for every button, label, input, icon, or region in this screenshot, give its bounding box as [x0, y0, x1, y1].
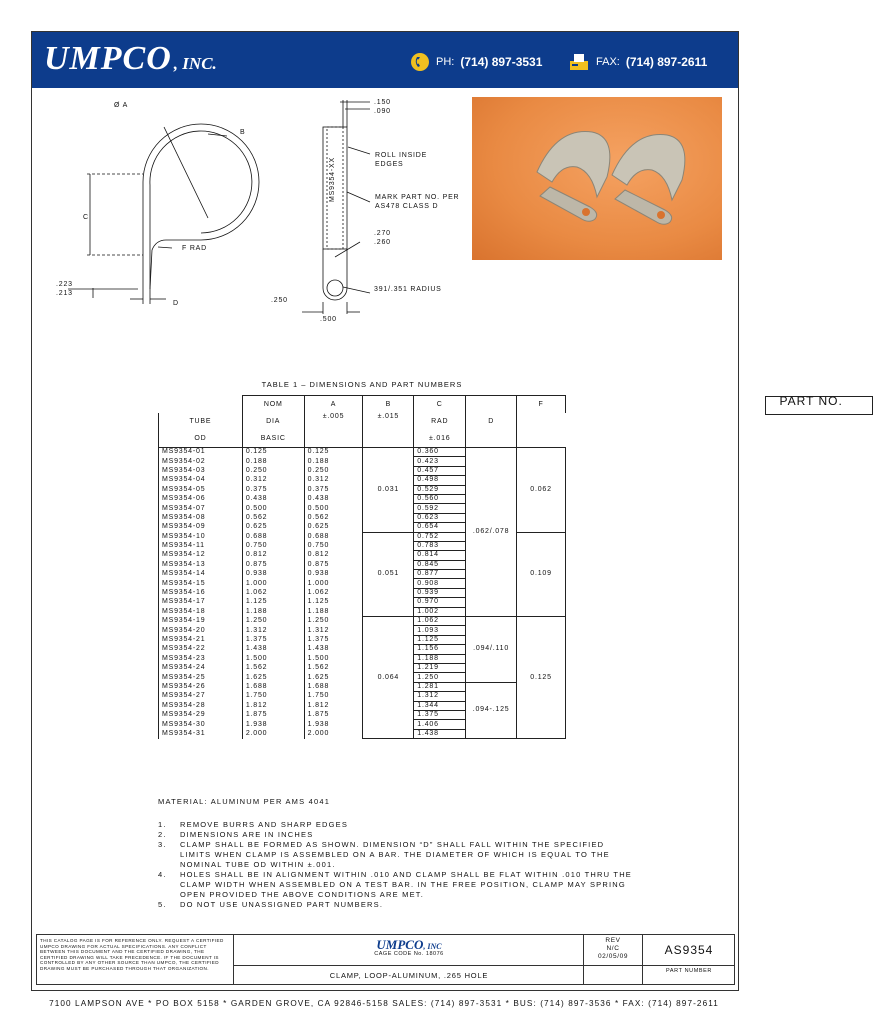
note-line: DO NOT USE UNASSIGNED PART NUMBERS.: [180, 900, 384, 909]
cell-c: 1.219: [414, 663, 466, 672]
cell-a-dia: 1.562: [304, 663, 363, 672]
cell-b-group: 0.031: [363, 448, 414, 533]
cell-c: 0.845: [414, 560, 466, 569]
cell-c: 1.375: [414, 710, 466, 719]
clamp-drawing: [40, 92, 470, 332]
company-address: 7100 LAMPSON AVE * PO BOX 5158 * GARDEN GROVE, CA 92846-5158 SALES: (714) 897-3531 * BUS: (714) 897-3536 * FAX: (714) 897-2611: [49, 999, 719, 1008]
cell-c: 0.498: [414, 476, 466, 485]
header-b-2: ±.005: [304, 413, 363, 448]
cell-a-dia: 0.625: [304, 523, 363, 532]
cell-c: 1.312: [414, 692, 466, 701]
cell-a-dia: 0.750: [304, 541, 363, 550]
cell-a-dia: 1.000: [304, 579, 363, 588]
header-part-no: PART NO.: [765, 396, 873, 415]
part-mark-label: MS9354-XX: [329, 157, 336, 202]
cell-part-no: MS9354-22: [159, 645, 243, 654]
cell-c: 0.423: [414, 457, 466, 466]
table-row: [159, 448, 566, 457]
dim-223: .223: [56, 281, 73, 288]
dim-c: C: [83, 214, 89, 221]
part-number: AS9354: [664, 943, 714, 957]
cell-nom-od: 0.812: [242, 551, 304, 560]
dim-260: .260: [374, 239, 391, 246]
header-nom-1: NOM: [242, 396, 304, 414]
cell-nom-od: 1.625: [242, 673, 304, 682]
cell-nom-od: 1.875: [242, 710, 304, 719]
cell-a-dia: 1.375: [304, 635, 363, 644]
cell-part-no: MS9354-11: [159, 541, 243, 550]
cell-a-dia: 1.125: [304, 598, 363, 607]
cell-f-group: 0.109: [517, 532, 566, 617]
cell-c: 1.438: [414, 729, 466, 738]
cell-a-dia: 0.250: [304, 466, 363, 475]
cell-part-no: MS9354-08: [159, 513, 243, 522]
cell-a-dia: 1.625: [304, 673, 363, 682]
cell-part-no: MS9354-06: [159, 494, 243, 503]
cell-c: 1.156: [414, 645, 466, 654]
note-text: [180, 870, 632, 900]
note-line: CLAMP SHALL BE FORMED AS SHOWN. DIMENSION “D” SHALL FALL WITHIN THE SPECIFIED: [180, 840, 605, 849]
cell-nom-od: 0.938: [242, 570, 304, 579]
header-c-2: ±.015: [363, 413, 414, 448]
dim-f-rad: F RAD: [182, 245, 207, 252]
cell-part-no: MS9354-19: [159, 617, 243, 626]
cell-f-group: 0.125: [517, 617, 566, 739]
cell-part-no: MS9354-17: [159, 598, 243, 607]
note-item: [158, 900, 632, 910]
note-text: [180, 900, 383, 910]
cell-a-dia: 1.688: [304, 682, 363, 691]
cell-nom-od: 1.500: [242, 654, 304, 663]
cell-nom-od: 0.312: [242, 476, 304, 485]
cell-part-no: MS9354-24: [159, 663, 243, 672]
note-line: OPEN PROVIDED THE ABOVE CONDITIONS ARE MET.: [180, 890, 424, 899]
cell-c: 0.560: [414, 494, 466, 503]
note-text: [180, 840, 610, 870]
cell-c: 0.970: [414, 598, 466, 607]
dimensions-table: [158, 393, 843, 739]
header-f-2: RAD: [414, 413, 466, 430]
product-photo: [472, 97, 722, 260]
cell-part-no: MS9354-09: [159, 523, 243, 532]
note-roll-inside-1: ROLL INSIDE: [375, 152, 428, 159]
cell-nom-od: 1.250: [242, 617, 304, 626]
note-item: [158, 870, 632, 900]
cell-nom-od: 1.188: [242, 607, 304, 616]
cell-nom-od: 1.688: [242, 682, 304, 691]
note-line: NOMINAL TUBE OD WITHIN ±.001.: [180, 860, 336, 869]
cell-part-no: MS9354-18: [159, 607, 243, 616]
cell-nom-od: 0.750: [242, 541, 304, 550]
part-number-label: PART NUMBER: [643, 965, 735, 985]
cell-nom-od: 0.375: [242, 485, 304, 494]
material-note: MATERIAL: ALUMINUM PER AMS 4041: [158, 797, 331, 806]
revision-empty: [583, 965, 643, 984]
note-mark-2: AS478 CLASS D: [375, 203, 439, 210]
cell-c: 0.908: [414, 579, 466, 588]
header-a-1: A: [304, 396, 363, 414]
cell-nom-od: 1.938: [242, 720, 304, 729]
dim-500: .500: [320, 316, 337, 323]
note-line: REMOVE BURRS AND SHARP EDGES: [180, 820, 349, 829]
cell-nom-od: 0.188: [242, 457, 304, 466]
note-line: CLAMP WIDTH WHEN ASSEMBLED ON A TEST BAR. IN THE FREE POSITION, CLAMP MAY SPRING: [180, 880, 626, 889]
dim-150: .150: [374, 99, 391, 106]
header-d: D: [466, 396, 517, 448]
note-line: HOLES SHALL BE IN ALIGNMENT WITHIN .010 AND CLAMP SHALL BE FLAT WITHIN .010 THRU THE: [180, 870, 633, 879]
cell-part-no: MS9354-10: [159, 532, 243, 541]
cell-c: 1.125: [414, 635, 466, 644]
company-logo: UMPCO , INC.: [44, 40, 217, 77]
phone-icon: [410, 52, 430, 72]
cell-part-no: MS9354-16: [159, 588, 243, 597]
header-c-1: C: [414, 396, 466, 414]
cell-a-dia: 0.812: [304, 551, 363, 560]
phone-contact: PH: (714) 897-3531: [410, 52, 542, 72]
revision-block: [583, 935, 643, 965]
cell-a-dia: 1.500: [304, 654, 363, 663]
note-line: LIMITS WHEN CLAMP IS ASSEMBLED ON A BAR. THE DIAMETER OF WHICH IS EQUAL TO THE: [180, 850, 610, 859]
note-roll-inside-2: EDGES: [375, 161, 404, 168]
cell-c: 1.406: [414, 720, 466, 729]
table-body: [159, 448, 566, 739]
note-item: [158, 840, 632, 870]
cell-part-no: MS9354-07: [159, 504, 243, 513]
table-row: [159, 617, 566, 626]
note-text: [180, 830, 313, 840]
cell-a-dia: 1.250: [304, 617, 363, 626]
cell-c: 1.093: [414, 626, 466, 635]
dim-270: .270: [374, 230, 391, 237]
title-block-center: [233, 935, 584, 984]
cell-f-group: 0.062: [517, 448, 566, 533]
note-text: [180, 820, 348, 830]
dim-090: .090: [374, 108, 391, 115]
cell-c: 0.654: [414, 523, 466, 532]
cell-nom-od: 0.625: [242, 523, 304, 532]
part-description: CLAMP, LOOP-ALUMINUM, .265 HOLE: [234, 965, 584, 985]
cell-c: 0.592: [414, 504, 466, 513]
cell-c: 1.002: [414, 607, 466, 616]
cell-nom-od: 1.750: [242, 692, 304, 701]
cell-part-no: MS9354-25: [159, 673, 243, 682]
cell-a-dia: 1.312: [304, 626, 363, 635]
cell-a-dia: 0.688: [304, 532, 363, 541]
cell-a-dia: 1.875: [304, 710, 363, 719]
cell-part-no: MS9354-31: [159, 729, 243, 738]
cell-a-dia: 0.188: [304, 457, 363, 466]
header-f-1: F: [517, 396, 566, 414]
cell-part-no: MS9354-23: [159, 654, 243, 663]
note-mark-1: MARK PART NO. PER: [375, 194, 460, 201]
cell-nom-od: 1.562: [242, 663, 304, 672]
dim-radius: 391/.351 RADIUS: [374, 286, 442, 293]
cell-part-no: MS9354-02: [159, 457, 243, 466]
cell-c: 1.188: [414, 654, 466, 663]
cell-nom-od: 0.562: [242, 513, 304, 522]
dim-250: .250: [271, 297, 288, 304]
cell-c: 0.457: [414, 466, 466, 475]
header-f-3: ±.016: [414, 430, 466, 448]
notes-section: [158, 797, 632, 910]
cell-nom-od: 0.250: [242, 466, 304, 475]
cell-nom-od: 1.000: [242, 579, 304, 588]
cell-c: 0.529: [414, 485, 466, 494]
cell-c: 0.752: [414, 532, 466, 541]
cell-part-no: MS9354-15: [159, 579, 243, 588]
cell-a-dia: 1.188: [304, 607, 363, 616]
dim-d: D: [173, 300, 179, 307]
rev-value: N/C: [606, 945, 620, 952]
cell-a-dia: 0.562: [304, 513, 363, 522]
header-a-3: BASIC: [242, 430, 304, 448]
cell-nom-od: 1.062: [242, 588, 304, 597]
cell-a-dia: 0.500: [304, 504, 363, 513]
cell-part-no: MS9354-29: [159, 710, 243, 719]
cell-nom-od: 1.125: [242, 598, 304, 607]
cell-nom-od: 0.688: [242, 532, 304, 541]
cell-part-no: MS9354-27: [159, 692, 243, 701]
notes-list: [158, 820, 632, 910]
cell-c: 1.062: [414, 617, 466, 626]
fax-contact: FAX: (714) 897-2611: [568, 52, 707, 72]
cell-a-dia: 1.062: [304, 588, 363, 597]
cell-part-no: MS9354-30: [159, 720, 243, 729]
cell-part-no: MS9354-21: [159, 635, 243, 644]
note-number: 1.: [158, 820, 167, 829]
cell-nom-od: 1.812: [242, 701, 304, 710]
header-a-2: DIA: [242, 413, 304, 430]
cell-b-group: 0.064: [363, 617, 414, 739]
rev-label: REV: [605, 937, 621, 944]
cell-a-dia: 0.125: [304, 448, 363, 457]
page-header: [32, 32, 738, 88]
cell-part-no: MS9354-12: [159, 551, 243, 560]
cell-a-dia: 1.438: [304, 645, 363, 654]
cell-a-dia: 0.438: [304, 494, 363, 503]
cell-a-dia: 0.875: [304, 560, 363, 569]
cell-part-no: MS9354-04: [159, 476, 243, 485]
cell-nom-od: 1.375: [242, 635, 304, 644]
header-b-1: B: [363, 396, 414, 414]
cell-a-dia: 0.375: [304, 485, 363, 494]
rev-date: 02/05/09: [597, 953, 629, 960]
note-item: [158, 830, 632, 840]
cell-part-no: MS9354-01: [159, 448, 243, 457]
header-nom-2: TUBE: [159, 413, 243, 430]
cell-a-dia: 2.000: [304, 729, 363, 738]
cell-nom-od: 0.125: [242, 448, 304, 457]
dim-213: .213: [56, 290, 73, 297]
cell-part-no: MS9354-26: [159, 682, 243, 691]
header-nom-3: OD: [159, 430, 243, 448]
cell-c: 0.623: [414, 513, 466, 522]
table-title: TABLE 1 – DIMENSIONS AND PART NUMBERS: [261, 380, 463, 389]
footer-logo: UMPCO, INC: [376, 937, 442, 952]
cell-a-dia: 1.750: [304, 692, 363, 701]
dim-dia-a: Ø A: [114, 102, 129, 109]
cell-c: 1.281: [414, 682, 466, 691]
cell-c: 0.939: [414, 588, 466, 597]
cell-nom-od: 1.438: [242, 645, 304, 654]
cell-nom-od: 0.500: [242, 504, 304, 513]
cell-c: 1.344: [414, 701, 466, 710]
cell-c: 0.360: [414, 448, 466, 457]
cell-d-group: .094/.110: [466, 617, 517, 683]
cell-c: 0.783: [414, 541, 466, 550]
cell-c: 0.814: [414, 551, 466, 560]
dim-b: B: [240, 129, 246, 136]
note-item: [158, 820, 632, 830]
note-number: 3.: [158, 840, 167, 849]
note-number: 2.: [158, 830, 167, 839]
table-row: [159, 682, 566, 691]
cell-nom-od: 2.000: [242, 729, 304, 738]
cell-a-dia: 1.812: [304, 701, 363, 710]
fax-icon: [568, 52, 590, 72]
cell-part-no: MS9354-03: [159, 466, 243, 475]
cell-part-no: MS9354-13: [159, 560, 243, 569]
cell-nom-od: 1.312: [242, 626, 304, 635]
cell-part-no: MS9354-28: [159, 701, 243, 710]
cell-a-dia: 0.938: [304, 570, 363, 579]
note-number: 4.: [158, 870, 167, 879]
cell-part-no: MS9354-20: [159, 626, 243, 635]
cell-d-group: .094-.125: [466, 682, 517, 738]
title-block: [36, 934, 735, 985]
cell-a-dia: 0.312: [304, 476, 363, 485]
cell-nom-od: 0.438: [242, 494, 304, 503]
cage-code: CAGE CODE No. 18076: [374, 951, 444, 957]
note-number: 5.: [158, 900, 167, 909]
cell-nom-od: 0.875: [242, 560, 304, 569]
cell-part-no: MS9354-05: [159, 485, 243, 494]
disclaimer: THIS CATALOG PAGE IS FOR REFERENCE ONLY. REQUEST A CERTIFIED UMPCO DRAWING FOR ACTUAL SPECIFICATIONS. ANY CONFLICT BETWEEN THIS DOCUMENT AND THE CERTIFIED DRAWING, THE CERTIFIED DRAWING WILL TAKE PRECEDENCE. IF THE DOCUMENT IS CONTROLLED BY ANY OTHER SOURCE THAN UMPCO, THE CERTIFIED DRAWING MUST BE PURCHASED THROUGH THAT ORGANIZATION.: [40, 938, 224, 971]
cell-a-dia: 1.938: [304, 720, 363, 729]
note-line: DIMENSIONS ARE IN INCHES: [180, 830, 314, 839]
cell-c: 1.250: [414, 673, 466, 682]
cell-c: 0.877: [414, 570, 466, 579]
cell-b-group: 0.051: [363, 532, 414, 617]
cell-d-group: .062/.078: [466, 448, 517, 617]
cell-part-no: MS9354-14: [159, 570, 243, 579]
